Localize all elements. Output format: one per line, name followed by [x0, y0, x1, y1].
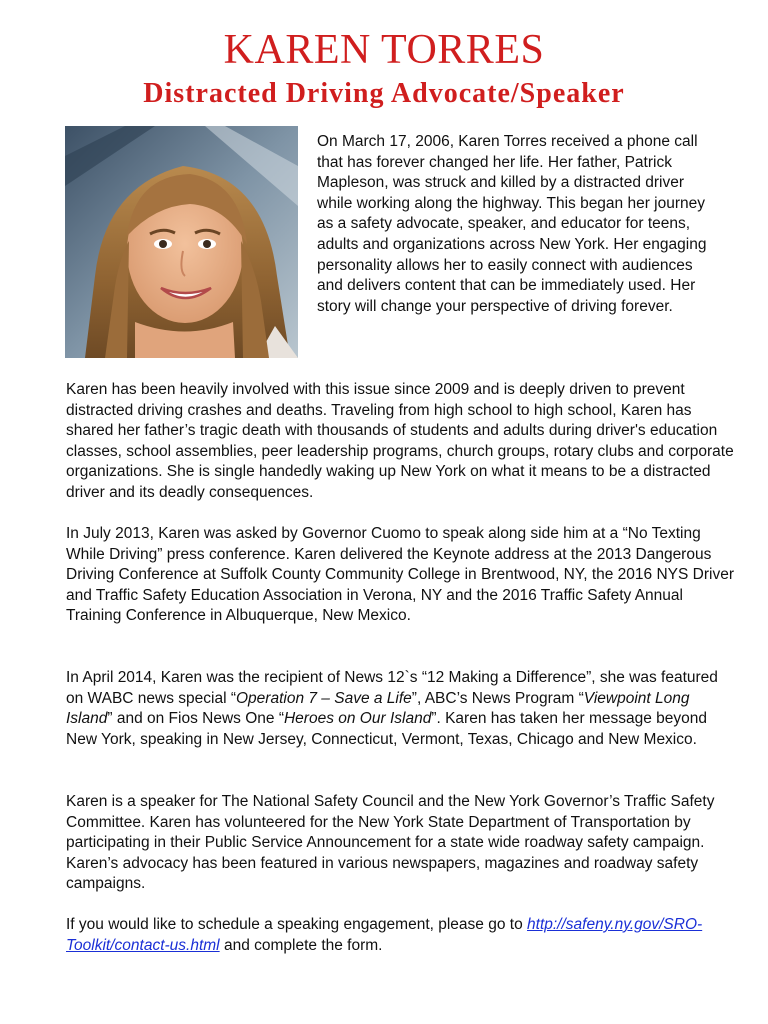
recognition-text-3: ” and on Fios News One “ — [107, 710, 284, 728]
program-title-viewpoint: Viewpoint Long Island — [66, 689, 690, 728]
contact-text-after: and complete the form. — [219, 936, 383, 954]
contact-text-before: If you would like to schedule a speaking engagement, please go to — [66, 916, 528, 933]
speaker-name-title: KAREN TORRES — [223, 27, 545, 73]
speaker-role-subtitle: Distracted Driving Advocate/Speaker — [143, 78, 625, 109]
speaker-portrait-photo — [65, 126, 298, 358]
contact-form-link[interactable]: http://safeny.ny.gov/SRO-Toolkit/contact-us.html — [66, 916, 703, 954]
recognition-text-1: In April 2014, Karen was the recipient of News 12`s “12 Making a Difference”, she was featured on WABC news special “ — [66, 669, 718, 707]
contact-paragraph — [66, 915, 736, 956]
affiliations-paragraph: Karen is a speaker for The National Safety Council and the New York Governor’s Traffic Safety Committee. Karen has volunteered for the New York State Department of Transportation by participating in their Public Service Announcement for a state wide roadway safety campaign. Karen’s advocacy has been featured in various newspapers, magazines and roadway safety campaigns. — [66, 793, 715, 893]
keynote-paragraph: In July 2013, Karen was asked by Governor Cuomo to speak along side him at a “No Texting While Driving” press conference. Karen delivered the Keynote address at the 2013 Dangerous Driving Conference at Suffolk County Community College in Brentwood, NY, the 2016 NYS Driver and Traffic Safety Education Association in Verona, NY and the 2016 Traffic Safety Annual Training Conference in Albuquerque, New Mexico. — [66, 525, 734, 625]
recognition-text-4: ”. Karen has taken her message beyond New York, speaking in New Jersey, Connecticut, Vermont, Texas, Chicago and New Mexico. — [66, 710, 708, 748]
involvement-paragraph: Karen has been heavily involved with this issue since 2009 and is deeply driven to prevent distracted driving crashes and deaths. Traveling from high school to high school, Karen has shared her father’s tragic death with thousands of students and adults during driver's education classes, school assemblies, peer leadership programs, church groups, rotary clubs and corporate organizations. She is single handedly waking up New York on what it means to be a distracted driver and its deadly consequences. — [66, 381, 734, 501]
program-title-heroes: Heroes on Our Island — [283, 710, 432, 728]
recognition-text-2: ”, ABC’s News Program “ — [411, 689, 584, 707]
recognition-paragraph — [66, 668, 736, 750]
intro-paragraph: On March 17, 2006, Karen Torres received a phone call that has forever changed her life. Her father, Patrick Mapleson, was struck and killed by a distracted driver while working along the highway. This began her journey as a safety advocate, speaker, and educator for teens, adults and organizations across New York. Her engaging personality allows her to easily connect with audiences and delivers content that can be immediately used. Her story will change your perspective of driving forever. — [317, 133, 707, 315]
program-title-operation-7: Operation 7 – Save a Life — [236, 689, 412, 707]
